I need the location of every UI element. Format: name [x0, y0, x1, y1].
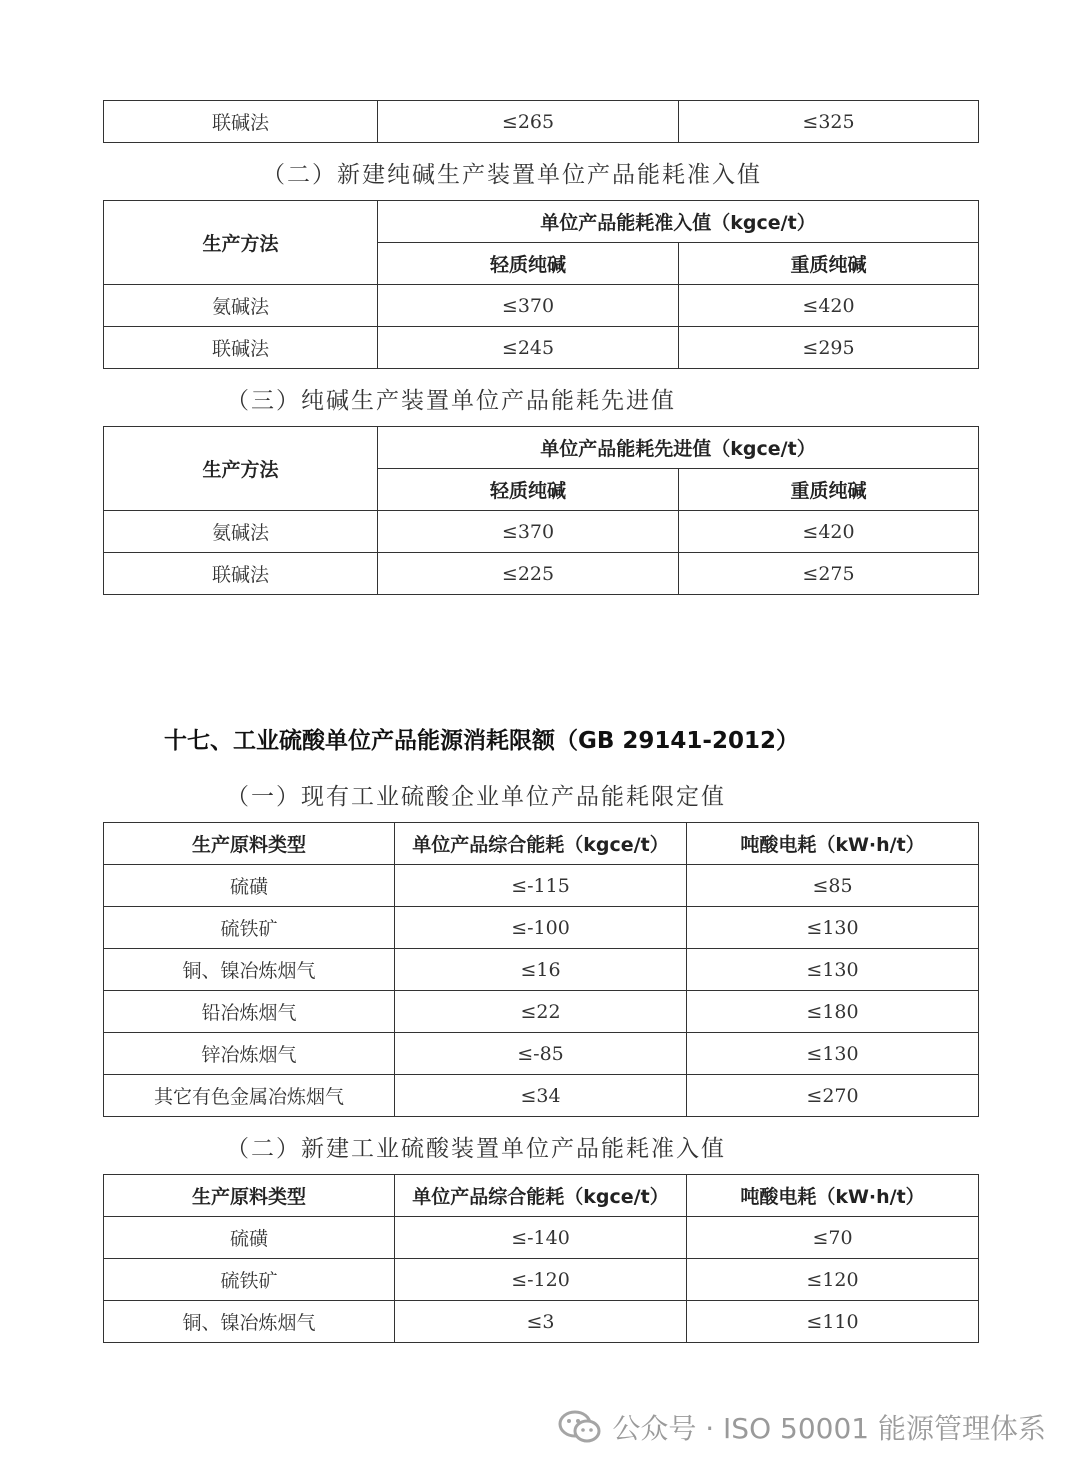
heavy-value-cell: ≤325 — [679, 101, 979, 143]
wechat-icon — [558, 1409, 602, 1445]
section3-title: （三）纯碱生产装置单位产品能耗先进值 — [226, 388, 676, 414]
light-value-cell: ≤370 — [378, 285, 679, 327]
table-row — [104, 285, 979, 327]
power-cell: ≤120 — [687, 1259, 979, 1301]
method-cell: 联碱法 — [104, 101, 378, 143]
energy-cell: ≤16 — [395, 949, 687, 991]
table-row — [104, 1075, 979, 1117]
sulfuric-acid-limit-table — [103, 822, 979, 1117]
energy-cell: ≤-140 — [395, 1217, 687, 1259]
method-cell: 氨碱法 — [104, 285, 378, 327]
table-row — [104, 1217, 979, 1259]
group-header: 单位产品能耗准入值（kgce/t） — [378, 201, 979, 243]
energy-header: 单位产品综合能耗（kgce/t） — [395, 1175, 687, 1217]
soda-ash-limit-table-tail — [103, 100, 979, 143]
power-cell: ≤130 — [687, 949, 979, 991]
group-header: 单位产品能耗先进值（kgce/t） — [378, 427, 979, 469]
table-row — [104, 101, 979, 143]
power-cell: ≤85 — [687, 865, 979, 907]
material-header: 生产原料类型 — [104, 823, 395, 865]
table-header-row — [104, 1175, 979, 1217]
material-cell: 硫铁矿 — [104, 1259, 395, 1301]
light-value-cell: ≤370 — [378, 511, 679, 553]
method-cell: 氨碱法 — [104, 511, 378, 553]
table-row — [104, 865, 979, 907]
table-row — [104, 327, 979, 369]
energy-cell: ≤22 — [395, 991, 687, 1033]
table-header-row — [104, 427, 979, 469]
table-row — [104, 991, 979, 1033]
table-row — [104, 1033, 979, 1075]
energy-cell: ≤-100 — [395, 907, 687, 949]
table-header-row — [104, 201, 979, 243]
table-row — [104, 511, 979, 553]
table-row — [104, 949, 979, 991]
power-cell: ≤130 — [687, 1033, 979, 1075]
soda-ash-entry-table — [103, 200, 979, 369]
light-value-cell: ≤245 — [378, 327, 679, 369]
table-row — [104, 907, 979, 949]
method-header: 生产方法 — [104, 201, 378, 285]
material-cell: 铜、镍冶炼烟气 — [104, 1301, 395, 1343]
power-cell: ≤180 — [687, 991, 979, 1033]
light-value-cell: ≤225 — [378, 553, 679, 595]
heavy-value-cell: ≤275 — [679, 553, 979, 595]
power-header: 吨酸电耗（kW·h/t） — [687, 823, 979, 865]
power-cell: ≤110 — [687, 1301, 979, 1343]
chapter17-part1-title: （一）现有工业硫酸企业单位产品能耗限定值 — [226, 784, 726, 810]
energy-cell: ≤-120 — [395, 1259, 687, 1301]
table-row — [104, 553, 979, 595]
heavy-header: 重质纯碱 — [679, 469, 979, 511]
method-cell: 联碱法 — [104, 553, 378, 595]
chapter17-part2-title: （二）新建工业硫酸装置单位产品能耗准入值 — [226, 1136, 726, 1162]
sulfuric-acid-entry-table — [103, 1174, 979, 1343]
energy-cell: ≤34 — [395, 1075, 687, 1117]
watermark — [558, 1407, 1046, 1447]
heavy-value-cell: ≤295 — [679, 327, 979, 369]
material-cell: 硫磺 — [104, 865, 395, 907]
chapter17-title: 十七、工业硫酸单位产品能源消耗限额（GB 29141-2012） — [164, 728, 799, 754]
power-cell: ≤70 — [687, 1217, 979, 1259]
energy-cell: ≤-115 — [395, 865, 687, 907]
table-header-row — [104, 823, 979, 865]
energy-cell: ≤3 — [395, 1301, 687, 1343]
material-cell: 铅冶炼烟气 — [104, 991, 395, 1033]
power-cell: ≤270 — [687, 1075, 979, 1117]
material-cell: 硫磺 — [104, 1217, 395, 1259]
material-cell: 锌冶炼烟气 — [104, 1033, 395, 1075]
heavy-value-cell: ≤420 — [679, 285, 979, 327]
heavy-value-cell: ≤420 — [679, 511, 979, 553]
method-header: 生产方法 — [104, 427, 378, 511]
watermark-text: 公众号 · ISO 50001 能源管理体系 — [612, 1412, 1046, 1445]
section2-title: （二）新建纯碱生产装置单位产品能耗准入值 — [262, 162, 762, 188]
light-header: 轻质纯碱 — [378, 469, 679, 511]
power-cell: ≤130 — [687, 907, 979, 949]
material-cell: 硫铁矿 — [104, 907, 395, 949]
material-cell: 其它有色金属冶炼烟气 — [104, 1075, 395, 1117]
table-row — [104, 1301, 979, 1343]
method-cell: 联碱法 — [104, 327, 378, 369]
energy-header: 单位产品综合能耗（kgce/t） — [395, 823, 687, 865]
material-header: 生产原料类型 — [104, 1175, 395, 1217]
material-cell: 铜、镍冶炼烟气 — [104, 949, 395, 991]
light-value-cell: ≤265 — [378, 101, 679, 143]
energy-cell: ≤-85 — [395, 1033, 687, 1075]
table-row — [104, 1259, 979, 1301]
heavy-header: 重质纯碱 — [679, 243, 979, 285]
light-header: 轻质纯碱 — [378, 243, 679, 285]
soda-ash-advanced-table — [103, 426, 979, 595]
power-header: 吨酸电耗（kW·h/t） — [687, 1175, 979, 1217]
